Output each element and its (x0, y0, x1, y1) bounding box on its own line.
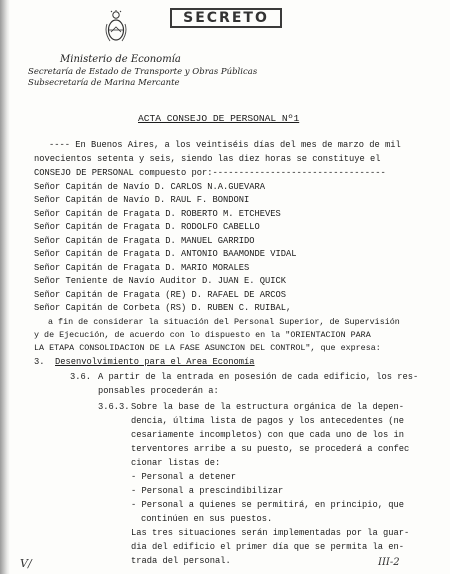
purpose-line: y de Ejecución, de acuerdo con lo dispuesto en la "ORIENTACION PARA (34, 330, 371, 340)
subitem-line: dencia, última lista de pagos y los antecedentes (ne (131, 416, 405, 426)
subitem-line: cionar listas de: (131, 458, 221, 468)
ministry-heading: Ministerio de Economía (60, 54, 181, 65)
member-line: Señor Capitán de Fragata D. MANUEL GARRIDO (34, 236, 255, 246)
member-line: Señor Capitán de Fragata D. ANTONIO BAAMONDE VIDAL (34, 249, 297, 259)
subitem-line: terventores arribe a su puesto, se procederá a confec (131, 444, 410, 454)
closing-line: trada del personal. (131, 556, 231, 566)
purpose-line: a fin de considerar la situación del Personal Superior, de Supervisión (48, 317, 400, 327)
member-line: Señor Teniente de Navío Auditor D. JUAN E. QUICK (34, 276, 287, 286)
binder-edge (0, 0, 10, 574)
intro-line: novecientos setenta y seis, siendo las diez horas se constituye el (34, 154, 381, 164)
bullet-continuation: continúen en sus puestos. (141, 514, 273, 524)
bullet-item: - Personal a quienes se permitirá, en principio, que (131, 500, 405, 510)
intro-line: ---- En Buenos Aires, a los veintiséis días del mes de marzo de mil (49, 140, 401, 150)
secret-stamp: SECRETO (170, 8, 282, 28)
section-number: 3. (34, 357, 45, 367)
member-line: Señor Capitán de Navío D. CARLOS N.A.GUEVARA (34, 182, 266, 192)
subitem-line: cesariamente incompletos) con que cada uno de los in (131, 430, 405, 440)
item-line: A partir de la entrada en posesión de cada edificio, los res- (98, 372, 419, 382)
section-title: Desenvolvimiento para el Area Economía (55, 357, 255, 367)
item-line: ponsables procederán a: (98, 386, 219, 396)
intro-line: CONSEJO DE PERSONAL compuesto por:--------------------------------- (34, 168, 386, 178)
secretariat-heading: Secretaría de Estado de Transporte y Obras Públicas (28, 67, 258, 77)
handwritten-initials: V/ (20, 557, 32, 570)
member-line: Señor Capitán de Fragata D. ROBERTO M. ETCHEVES (34, 209, 281, 219)
page-number: III-2 (378, 557, 400, 568)
closing-line: dia del edificio el primer día que se permita la en- (131, 542, 405, 552)
purpose-line: LA ETAPA CONSOLIDACION DE LA FASE ASUNCION DEL CONTROL", que expresa: (34, 343, 381, 353)
subitem-line: Sobre la base de la estructura orgánica de la depen- (131, 402, 405, 412)
closing-line: Las tres situaciones serán implementadas por la guar- (131, 528, 410, 538)
bullet-item: - Personal a prescindibilizar (131, 486, 284, 496)
member-line: Señor Capitán de Fragata D. RODOLFO CABELLO (34, 222, 260, 232)
undersecretariat-heading: Subsecretaría de Marina Mercante (28, 78, 180, 88)
document-title: ACTA CONSEJO DE PERSONAL Nº1 (138, 113, 300, 124)
item-number: 3.6. (70, 372, 92, 382)
member-line: Señor Capitán de Fragata (RE) D. RAFAEL DE ARCOS (34, 290, 287, 300)
bullet-item: - Personal a detener (131, 472, 237, 482)
coat-of-arms-icon (104, 10, 128, 44)
member-line: Señor Capitán de Fragata D. MARIO MORALES (34, 263, 250, 273)
member-line: Señor Capitán de Navío D. RAUL F. BONDONI (34, 195, 250, 205)
member-line: Señor Capitán de Corbeta (RS) D. RUBEN C. RUIBAL, (34, 303, 292, 313)
subitem-number: 3.6.3. (98, 402, 130, 412)
